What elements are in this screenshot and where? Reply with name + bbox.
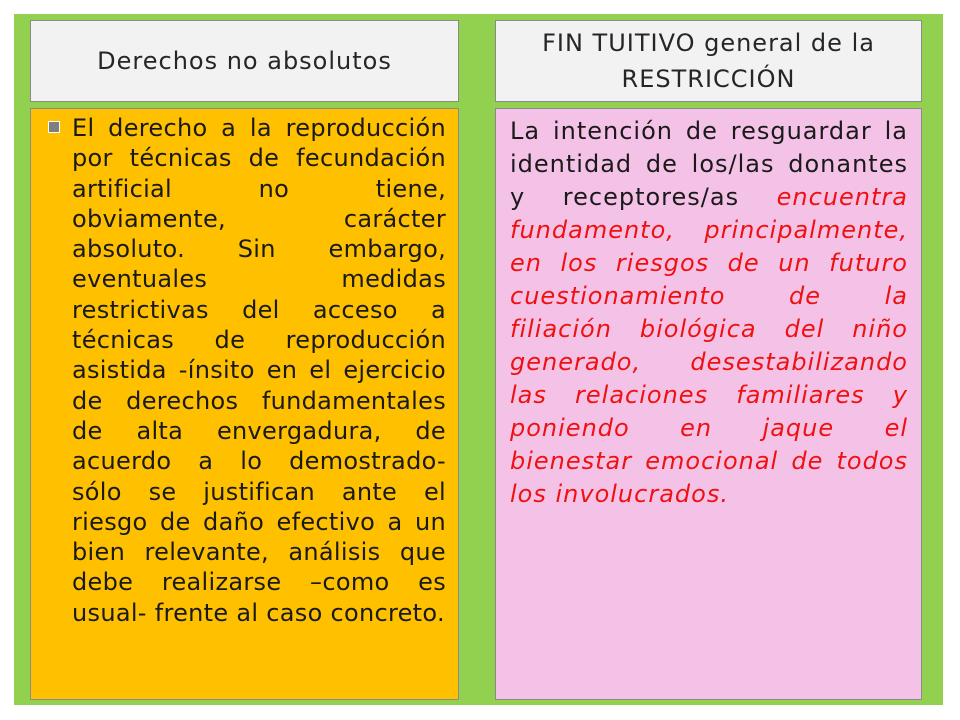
- right-column-header: [495, 20, 922, 102]
- left-column-header: [30, 20, 459, 102]
- right-body-plain: La intención de resguardar la identidad de los/las donantes y receptores/as: [510, 117, 908, 211]
- right-header-text: FIN TUITIVO general de la RESTRICCIÓN: [542, 29, 875, 93]
- right-body-text: [510, 115, 908, 511]
- left-header-text: Derechos no absolutos: [97, 47, 392, 75]
- left-body-text: El derecho a la reproducción por técnicas de fecundación artificial no tiene, obviamente, carácter absoluto. Sin embargo, eventuales medidas restrictivas del acceso a técnicas de reproducción asistida -ínsito en el ejercicio de derechos fundamentales de alta envergadura, de acuerdo a lo demostrado- sólo se justifican ante el riesgo de daño efectivo a un bien relevante, análisis que debe realizarse –como es usual- frente al caso concreto.: [72, 114, 446, 627]
- right-body-emphasis: encuentra fundamento, principalmente, en los riesgos de un futuro cuestionamiento de la filiación biológica del niño generado, desestabilizando las relaciones familiares y poniendo en jaque el bienestar emocional de todos los involucrados.: [510, 183, 908, 508]
- square-bullet-icon: [48, 121, 60, 133]
